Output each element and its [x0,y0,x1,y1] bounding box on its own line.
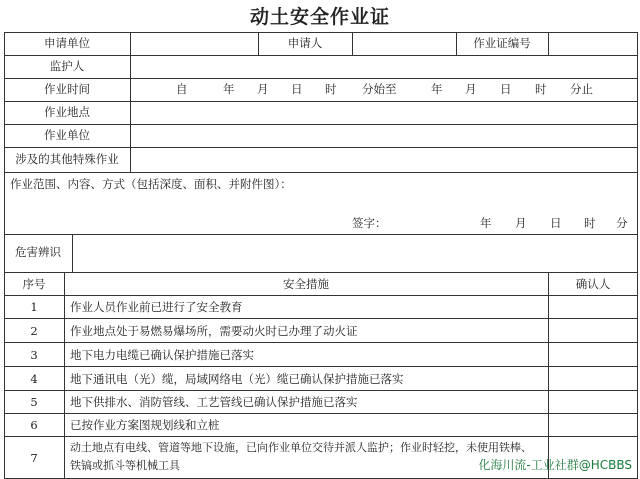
sign-year: 年 [480,216,492,230]
time-year-1: 年 [223,82,235,96]
measure-no: 6 [30,418,38,432]
applicant-unit-field[interactable] [131,33,257,55]
measure-no: 5 [30,395,38,409]
col-measures-header: 安全措施 [283,277,329,291]
measure-text: 地下通讯电（光）缆，局域网络电（光）缆已确认保护措施已落实 [70,372,404,386]
measure-no: 2 [30,324,38,338]
confirm-field[interactable] [549,319,637,342]
measure-text: 作业人员作业前已进行了安全教育 [70,300,243,314]
time-from: 自 [176,82,188,96]
measure-no: 3 [30,348,38,362]
location-label: 作业地点 [44,105,90,119]
time-month-1: 月 [257,82,269,96]
watermark: 化海川流-工业社群@HCBBS [478,458,632,472]
sign-hour: 时 [584,216,596,230]
applicant-unit-label: 申请单位 [44,36,90,50]
other-special-label: 涉及的其他特殊作业 [15,152,119,166]
supervisor-label: 监护人 [49,59,85,73]
confirm-field[interactable] [549,367,637,390]
confirm-field[interactable] [549,414,637,436]
supervisor-field[interactable] [131,56,637,78]
sign-day: 日 [550,216,562,230]
confirm-field[interactable] [549,391,637,413]
permit-no-label: 作业证编号 [473,36,531,50]
permit-no-field[interactable] [549,33,637,55]
time-month-2: 月 [465,82,477,96]
time-year-2: 年 [431,82,443,96]
work-unit-label: 作业单位 [44,128,90,142]
time-min-to: 分始至 [362,82,397,96]
measure-text-line2: 铁镐或抓斗等机械工具 [70,459,180,472]
sign-minute: 分 [616,216,628,230]
measure-no: 4 [30,372,38,386]
measure-no: 1 [30,300,38,314]
time-day-1: 日 [291,82,303,96]
scope-label: 作业范围、内容、方式（包括深度、面积、并附件图）： [10,177,292,191]
applicant-label: 申请人 [287,36,323,50]
time-hour-1: 时 [325,82,337,96]
document-title: 动土安全作业证 [249,6,390,28]
time-day-2: 日 [500,82,512,96]
col-confirm-header: 确认人 [575,277,611,291]
measure-text: 地下电力电缆已确认保护措施已落实 [70,348,254,362]
location-field[interactable] [131,102,637,124]
hazard-field[interactable] [73,235,637,272]
measure-text: 地下供排水、消防管线、工艺管线已确认保护措施已落实 [70,395,358,409]
sign-month: 月 [515,216,527,230]
work-time-label: 作业时间 [44,82,90,96]
time-min-end: 分止 [570,82,593,96]
work-unit-field[interactable] [131,125,637,147]
measure-text: 动土地点有电线、管道等地下设施，已向作业单位交待并派人监护；作业时轻挖，未使用铁棒、 [70,441,532,454]
applicant-field[interactable] [353,33,455,55]
sign-label: 签字： [352,216,387,230]
measure-no: 7 [30,451,38,465]
measure-text: 作业地点处于易燃易爆场所，需要动火时已办理了动火证 [70,324,358,338]
time-hour-2: 时 [535,82,547,96]
col-no-header: 序号 [22,277,46,291]
hazard-label: 危害辨识 [15,245,61,259]
measure-text: 已按作业方案图规划线和立桩 [70,418,220,432]
other-special-field[interactable] [131,148,637,172]
confirm-field[interactable] [549,343,637,366]
confirm-field[interactable] [549,296,637,318]
